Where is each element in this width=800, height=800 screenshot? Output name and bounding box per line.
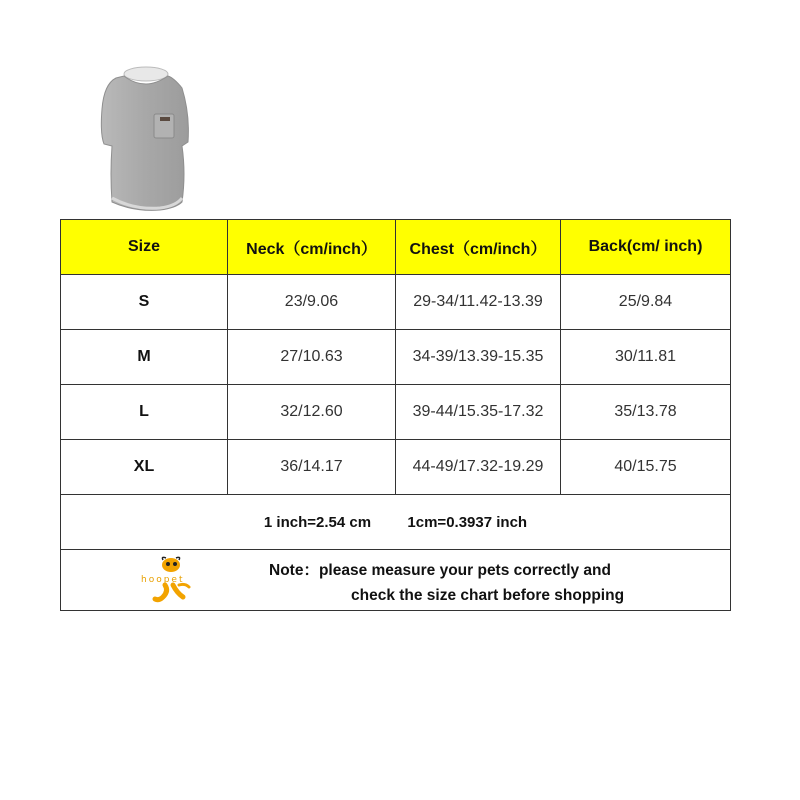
note-text [269,558,624,608]
size-cell: XL [61,440,228,495]
note-row [61,550,731,611]
note-line-1: Note：please measure your pets correctly and [269,562,611,579]
header-back: Back(cm/ inch) [561,220,731,275]
conversion-cell [61,495,731,550]
table-row [61,440,731,495]
inch-to-cm-text: 1 inch=2.54 cm [263,513,372,531]
back-cell: 25/9.84 [561,275,731,330]
cm-to-inch-text: 1cm=0.3937 inch [407,513,528,531]
size-chart-table [60,219,731,611]
back-cell: 40/15.75 [561,440,731,495]
neck-cell: 23/9.06 [228,275,396,330]
hoopet-logo [139,555,201,607]
back-cell: 30/11.81 [561,330,731,385]
chest-cell: 29-34/11.42-13.39 [396,275,561,330]
neck-cell: 32/12.60 [228,385,396,440]
neck-cell: 27/10.63 [228,330,396,385]
header-neck: Neck（cm/inch） [228,220,396,275]
header-size: Size [61,220,228,275]
note-cell [61,550,731,611]
table-row [61,275,731,330]
svg-text:hoopet: hoopet [141,575,185,585]
neck-cell: 36/14.17 [228,440,396,495]
chest-cell: 34-39/13.39-15.35 [396,330,561,385]
size-cell: S [61,275,228,330]
table-header-row [61,220,731,275]
chest-cell: 39-44/15.35-17.32 [396,385,561,440]
table-row [61,330,731,385]
size-cell: M [61,330,228,385]
chest-cell: 44-49/17.32-19.29 [396,440,561,495]
pet-shirt-image [94,64,190,214]
size-cell: L [61,385,228,440]
table-row [61,385,731,440]
note-line-2: check the size chart before shopping [351,587,625,604]
header-chest: Chest（cm/inch） [396,220,561,275]
back-cell: 35/13.78 [561,385,731,440]
conversion-row [61,495,731,550]
